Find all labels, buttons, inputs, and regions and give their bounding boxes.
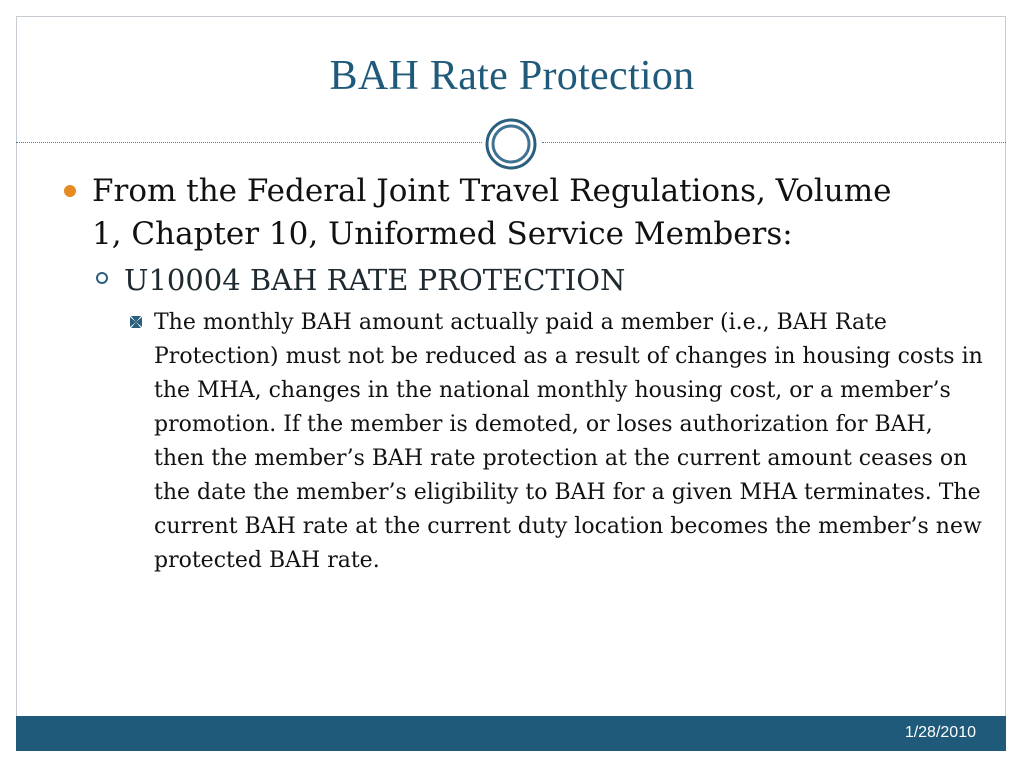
footer-date: 1/28/2010 — [904, 724, 976, 741]
bullet-level1-text: From the Federal Joint Travel Regulations, Volume 1, Chapter 10, Uniformed Service Members: — [92, 173, 892, 252]
bullet-level1 — [58, 170, 892, 256]
bullet-level3 — [124, 306, 984, 578]
filled-circle-bullet-icon — [64, 185, 76, 197]
slide-title: BAH Rate Protection — [329, 53, 695, 99]
hollow-circle-bullet-icon — [96, 272, 108, 284]
title-divider-left — [16, 142, 482, 143]
title-divider-right — [542, 142, 1006, 143]
slide-content — [58, 170, 988, 578]
bullet-level2-text: U10004 BAH RATE PROTECTION — [124, 263, 626, 297]
bullet-level3-text: The monthly BAH amount actually paid a member (i.e., BAH Rate Protection) must not be reduced as a result of changes in housing costs in the MHA, changes in the national monthly housing cost, or a member’s promotion. If the member is demoted, or loses authorization for BAH, then the member’s BAH rate protection at the current amount ceases on the date the member’s eligibility to BAH for a given MHA terminates. The current BAH rate at the current duty location becomes the member’s new protected BAH rate. — [154, 310, 983, 573]
bowtie-bullet-icon — [130, 316, 142, 328]
bullet-level2 — [92, 260, 988, 300]
footer-bar — [16, 716, 1006, 751]
double-ring-icon — [484, 117, 538, 171]
